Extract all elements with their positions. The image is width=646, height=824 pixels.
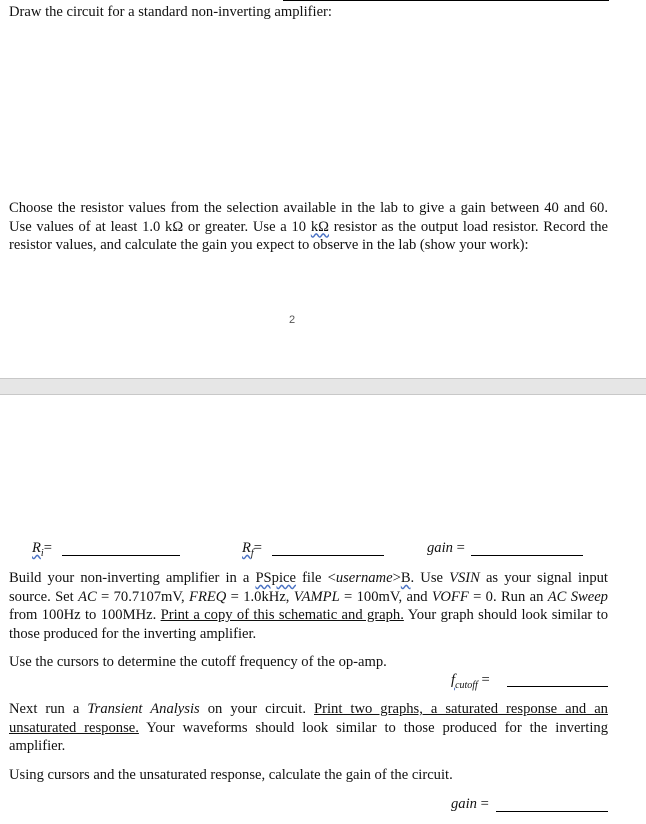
question-draw-text: Draw the circuit for a standard non-inverting amplifier: (9, 4, 332, 20)
question-choose-resistors (9, 199, 608, 255)
gain-eq-1: = (456, 540, 465, 556)
ri-blank[interactable] (62, 555, 180, 556)
choose-unit: kΩ (310, 218, 329, 235)
rf-field (242, 540, 262, 559)
gain-blank-2[interactable] (496, 811, 608, 812)
header-rule (283, 0, 609, 1)
ri-eq: = (43, 540, 52, 556)
gain-eq-2: = (480, 796, 489, 812)
gain-field-2 (451, 796, 489, 813)
cursors-instruction: Use the cursors to determine the cutoff frequency of the op-amp. (9, 654, 387, 670)
build-paragraph: Build your non-inverting amplifier in a PSpice file <username>B. Use VSIN as your signal input source. Set AC = 70.7107mV, FREQ = 1.0kHz, VAMPL = 100mV, and VOFF = 0. Run an AC Sweep from 100Hz to 100MHz. Print a copy of this schematic and graph. Your graph should look similar to those produced for the inverting amplifier. (9, 570, 608, 642)
gain-blank-1[interactable] (471, 555, 583, 556)
ri-field (32, 540, 52, 559)
fcutoff-blank[interactable] (507, 686, 608, 687)
fcutoff-eq: = (481, 672, 490, 688)
transient-paragraph: Next run a Transient Analysis on your circuit. Print two graphs, a saturated response and an unsaturated response. Your waveforms should look similar to those produced for the inverting amplifier. (9, 701, 608, 754)
gain-instruction: Using cursors and the unsaturated response, calculate the gain of the circuit. (9, 767, 453, 783)
fcutoff-field (451, 672, 490, 691)
fcutoff-label: $f_{cutoff}$ (451, 672, 478, 691)
page-break (0, 378, 646, 395)
gain-field-1 (427, 540, 465, 557)
print-schematic-instruction: Print a copy of this schematic and graph. (160, 607, 404, 623)
page-number-text: 2 (289, 314, 296, 326)
rf-label: $R_f$ (242, 540, 254, 559)
rf-blank[interactable] (272, 555, 384, 556)
print-graphs-instruction: Print two graphs, a saturated response and an unsaturated response. (9, 701, 608, 736)
gain-label-1: gain (427, 540, 453, 556)
question-draw-circuit (9, 4, 609, 21)
choose-text-2: resistor as the output load resistor. Record the resistor values, and calculate the gain you expect to observe in the lab (show your work): (9, 218, 608, 253)
pspice-word: PSpice (255, 570, 296, 586)
gain-label-2: gain (451, 796, 477, 812)
ri-label: $R_i$ (32, 540, 44, 559)
choose-text-1: Choose the resistor values from the selection available in the lab to give a gain between 40 and 60. Use values of at least 1.0 kΩ or greater. Use a 10 (9, 200, 608, 235)
rf-eq: = (253, 540, 262, 556)
page-number (289, 314, 295, 326)
